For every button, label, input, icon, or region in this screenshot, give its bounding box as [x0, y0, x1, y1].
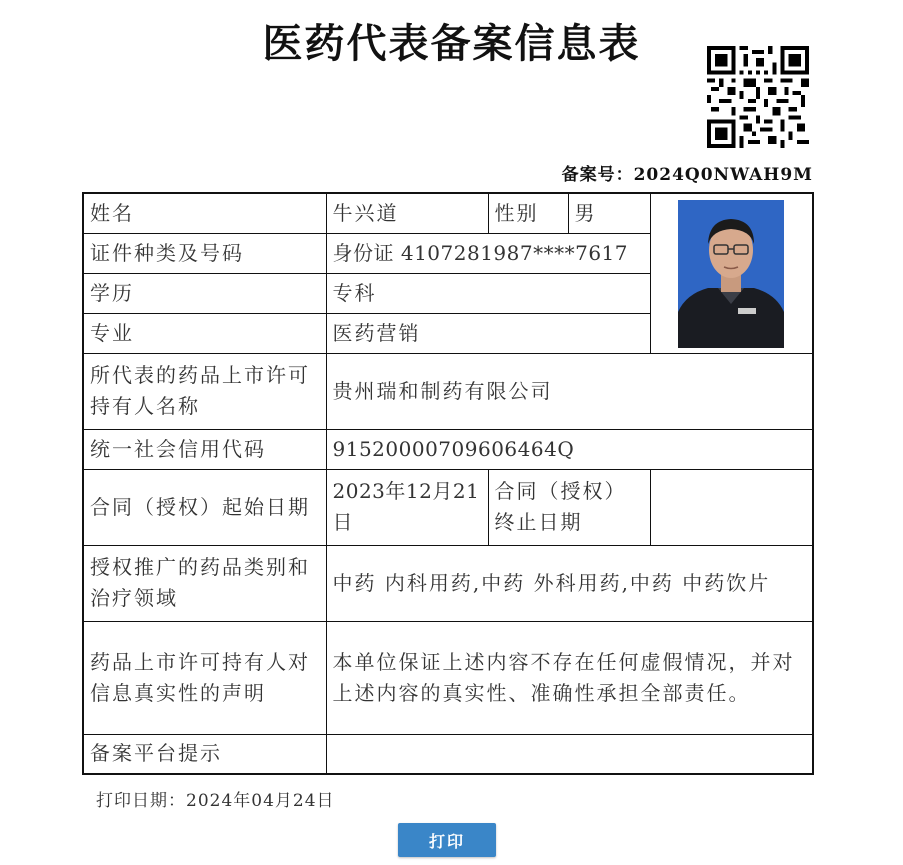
info-table	[82, 192, 814, 775]
contract-end-value	[650, 469, 813, 545]
id-value: 身份证 4107281987****7617	[326, 233, 650, 273]
credit-code-value: 91520000709606464Q	[326, 429, 813, 469]
record-number-value: 2024Q0NWAH9M	[633, 165, 813, 185]
portrait-photo	[678, 200, 784, 348]
contract-end-label: 合同（授权）终止日期	[488, 469, 650, 545]
qr-code-icon	[707, 46, 809, 148]
contract-start-label: 合同（授权）起始日期	[83, 469, 326, 545]
categories-value: 中药 内科用药,中药 外科用药,中药 中药饮片	[326, 545, 813, 621]
gender-label: 性别	[488, 193, 568, 233]
holder-value: 贵州瑞和制药有限公司	[326, 353, 813, 429]
photo-cell	[650, 193, 813, 353]
contract-start-value: 2023年12月21日	[326, 469, 488, 545]
major-label: 专业	[83, 313, 326, 353]
declaration-label: 药品上市许可持有人对信息真实性的声明	[83, 621, 326, 734]
holder-label: 所代表的药品上市许可持有人名称	[83, 353, 326, 429]
credit-code-label: 统一社会信用代码	[83, 429, 326, 469]
platform-tip-label: 备案平台提示	[83, 734, 326, 774]
education-value: 专科	[326, 273, 650, 313]
id-label: 证件种类及号码	[83, 233, 326, 273]
declaration-value: 本单位保证上述内容不存在任何虚假情况，并对上述内容的真实性、准确性承担全部责任。	[326, 621, 813, 734]
table-row	[83, 734, 813, 774]
print-button[interactable]: 打印	[398, 823, 496, 857]
categories-label: 授权推广的药品类别和治疗领域	[83, 545, 326, 621]
table-row	[83, 621, 813, 734]
table-row	[83, 353, 813, 429]
platform-tip-value	[326, 734, 813, 774]
print-date: 打印日期：2024年04月24日	[96, 791, 335, 811]
name-value: 牛兴道	[326, 193, 488, 233]
table-row	[83, 545, 813, 621]
education-label: 学历	[83, 273, 326, 313]
page-title: 医药代表备案信息表	[262, 20, 641, 67]
table-row	[83, 193, 813, 233]
record-number-label: 备案号：	[561, 165, 634, 185]
name-label: 姓名	[83, 193, 326, 233]
table-row	[83, 429, 813, 469]
gender-value: 男	[568, 193, 650, 233]
table-row	[83, 469, 813, 545]
record-number	[562, 160, 813, 185]
major-value: 医药营销	[326, 313, 650, 353]
